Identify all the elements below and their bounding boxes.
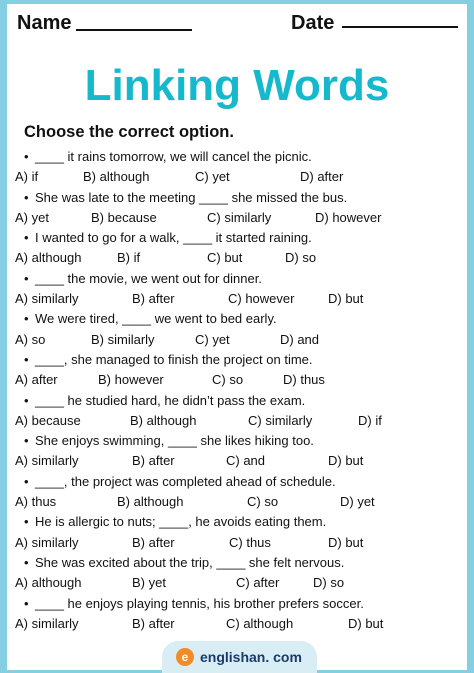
answer-option[interactable]: B) although: [130, 412, 197, 428]
answer-option[interactable]: D) if: [358, 412, 382, 428]
brand-text: englishan. com: [200, 649, 302, 665]
date-blank-line: [342, 26, 458, 28]
question-text: I wanted to go for a walk, ____ it started raining.: [35, 230, 312, 246]
name-blank-line: [76, 29, 192, 31]
question-text: She enjoys swimming, ____ she likes hiking too.: [35, 433, 314, 449]
question-item: [7, 188, 467, 208]
question-text: ____, the project was completed ahead of schedule.: [35, 473, 336, 489]
question-item: [7, 228, 467, 248]
bullet: •: [24, 595, 29, 611]
options-row: [7, 573, 467, 593]
answer-option[interactable]: D) but: [328, 291, 364, 307]
answer-option[interactable]: A) after: [15, 372, 58, 388]
question-item: [7, 309, 467, 329]
bullet: •: [24, 392, 29, 408]
answer-option[interactable]: C) yet: [195, 331, 230, 347]
answer-option[interactable]: B) yet: [132, 575, 166, 591]
question-text: We were tired, ____ we went to bed early.: [35, 311, 277, 327]
bullet: •: [24, 514, 29, 530]
answer-option[interactable]: C) however: [228, 291, 295, 307]
answer-option[interactable]: C) similarly: [207, 209, 272, 225]
answer-option[interactable]: D) but: [328, 453, 364, 469]
instruction-text: Choose the correct option.: [24, 123, 234, 141]
answer-option[interactable]: D) thus: [283, 372, 325, 388]
answer-option[interactable]: D) after: [300, 169, 344, 185]
question-item: [7, 553, 467, 573]
header-row: [7, 4, 467, 40]
answer-option[interactable]: B) although: [83, 169, 150, 185]
answer-option[interactable]: A) similarly: [15, 291, 79, 307]
answer-option[interactable]: D) so: [285, 250, 317, 266]
question-text: ____ the movie, we went out for dinner.: [35, 270, 262, 286]
answer-option[interactable]: C) similarly: [248, 412, 313, 428]
englishan-logo-icon: e: [176, 648, 194, 666]
question-list: [7, 147, 467, 634]
answer-option[interactable]: D) yet: [340, 494, 375, 510]
question-text: She was excited about the trip, ____ she felt nervous.: [35, 554, 345, 570]
answer-option[interactable]: A) so: [15, 331, 46, 347]
bullet: •: [24, 351, 29, 367]
answer-option[interactable]: C) so: [212, 372, 244, 388]
question-item: [7, 147, 467, 167]
answer-option[interactable]: A) similarly: [15, 534, 79, 550]
bullet: •: [24, 473, 29, 489]
question-item: [7, 512, 467, 532]
answer-option[interactable]: D) but: [348, 615, 384, 631]
answer-option[interactable]: D) however: [315, 209, 382, 225]
answer-option[interactable]: D) and: [280, 331, 320, 347]
options-row: [7, 208, 467, 228]
answer-option[interactable]: C) after: [236, 575, 280, 591]
question-text: ____, she managed to finish the project on time.: [35, 351, 313, 367]
question-text: ____ he enjoys playing tennis, his brother prefers soccer.: [35, 595, 364, 611]
bullet: •: [24, 270, 29, 286]
answer-option[interactable]: A) thus: [15, 494, 57, 510]
answer-option[interactable]: B) after: [132, 615, 175, 631]
options-row: [7, 451, 467, 471]
question-item: [7, 431, 467, 451]
options-row: [7, 167, 467, 187]
bullet: •: [24, 554, 29, 570]
footer-brand: [162, 641, 317, 673]
answer-option[interactable]: B) if: [117, 250, 141, 266]
page-title: Linking Words: [84, 61, 390, 110]
date-label: Date: [291, 12, 335, 34]
question-text: He is allergic to nuts; ____, he avoids eating them.: [35, 514, 327, 530]
question-item: [7, 269, 467, 289]
answer-option[interactable]: B) after: [132, 453, 175, 469]
bullet: •: [24, 189, 29, 205]
bullet: •: [24, 433, 29, 449]
answer-option[interactable]: A) although: [15, 575, 82, 591]
answer-option[interactable]: A) similarly: [15, 453, 79, 469]
answer-option[interactable]: C) so: [247, 494, 279, 510]
options-row: [7, 330, 467, 350]
bullet: •: [24, 149, 29, 164]
answer-option[interactable]: B) after: [132, 534, 175, 550]
question-item: [7, 350, 467, 370]
answer-option[interactable]: B) because: [91, 209, 157, 225]
answer-option[interactable]: A) similarly: [15, 615, 79, 631]
question-item: [7, 594, 467, 614]
answer-option[interactable]: C) but: [207, 250, 243, 266]
question-text: She was late to the meeting ____ she missed the bus.: [35, 189, 348, 205]
worksheet: [7, 4, 467, 670]
question-item: [7, 391, 467, 411]
answer-option[interactable]: C) and: [226, 453, 266, 469]
options-row: [7, 370, 467, 390]
answer-option[interactable]: D) so: [313, 575, 345, 591]
bullet: •: [24, 230, 29, 246]
question-item: [7, 472, 467, 492]
answer-option[interactable]: C) thus: [229, 534, 271, 550]
answer-option[interactable]: B) although: [117, 494, 184, 510]
answer-option[interactable]: C) although: [226, 615, 294, 631]
answer-option[interactable]: A) yet: [15, 209, 49, 225]
name-label: Name: [17, 12, 72, 34]
answer-option[interactable]: A) because: [15, 412, 81, 428]
answer-option[interactable]: A) if: [15, 169, 39, 185]
answer-option[interactable]: B) however: [98, 372, 164, 388]
options-row: [7, 492, 467, 512]
answer-option[interactable]: A) although: [15, 250, 82, 266]
options-row: [7, 533, 467, 553]
options-row: [7, 411, 467, 431]
options-row: [7, 289, 467, 309]
answer-option[interactable]: D) but: [328, 534, 364, 550]
answer-option[interactable]: B) similarly: [91, 331, 155, 347]
bullet: •: [24, 311, 29, 327]
answer-option[interactable]: B) after: [132, 291, 175, 307]
question-text: ____ he studied hard, he didn’t pass the exam.: [35, 392, 306, 408]
options-row: [7, 248, 467, 268]
options-row: [7, 614, 467, 634]
answer-option[interactable]: C) yet: [195, 169, 230, 185]
question-text: ____ it rains tomorrow, we will cancel the picnic.: [35, 149, 312, 164]
